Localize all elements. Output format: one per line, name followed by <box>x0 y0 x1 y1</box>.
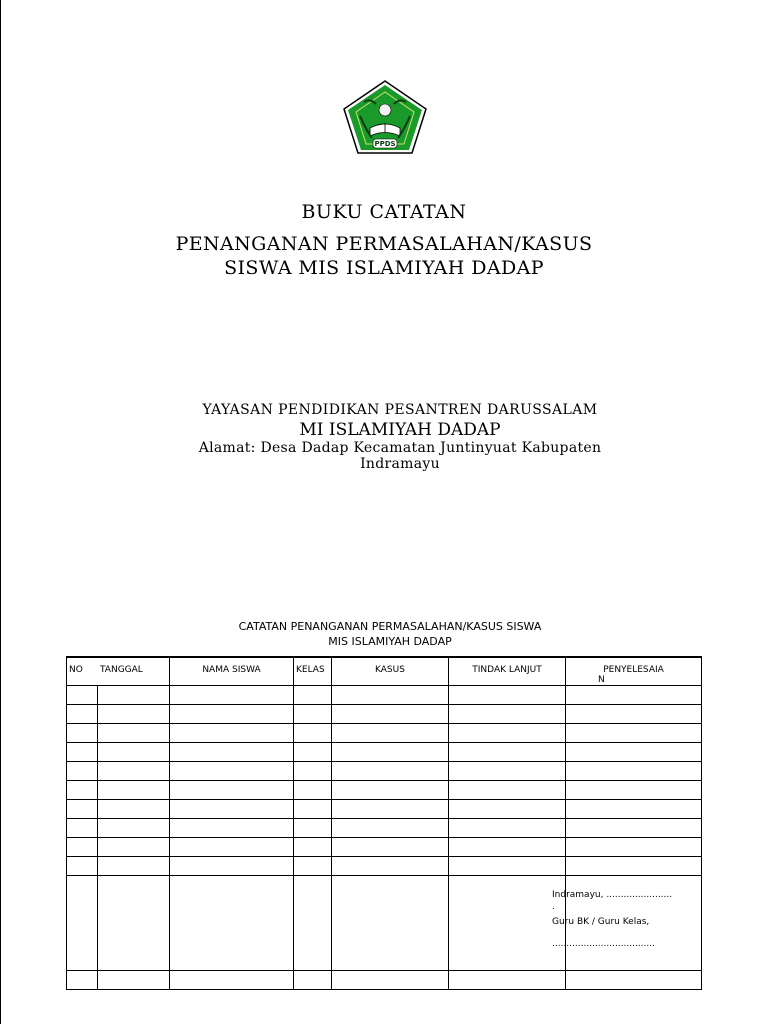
cell[interactable] <box>332 762 449 781</box>
cell[interactable] <box>566 819 702 838</box>
cell[interactable] <box>332 781 449 800</box>
cell[interactable] <box>449 933 566 952</box>
header-kasus: KASUS <box>332 657 449 686</box>
cell[interactable] <box>170 857 294 876</box>
cell[interactable] <box>170 724 294 743</box>
cell[interactable] <box>67 933 98 952</box>
address-line2: Indramayu <box>360 456 440 472</box>
cover-title: BUKU CATATAN <box>301 201 467 223</box>
cell[interactable] <box>566 952 702 971</box>
cell[interactable] <box>449 838 566 857</box>
cell[interactable] <box>449 743 566 762</box>
cell[interactable] <box>332 724 449 743</box>
table-row <box>67 857 702 876</box>
cell[interactable] <box>332 895 449 914</box>
cell[interactable] <box>294 819 332 838</box>
cell[interactable] <box>332 705 449 724</box>
signature-place-date-cont: . <box>552 902 555 912</box>
cover-subtitle-line1: PENANGANAN PERMASALAHAN/KASUS <box>175 233 593 255</box>
cell[interactable] <box>98 686 170 705</box>
cell[interactable] <box>294 857 332 876</box>
cell[interactable] <box>294 971 332 990</box>
table-row <box>67 838 702 857</box>
header-tanggal: TANGGAL <box>98 657 170 686</box>
cell[interactable] <box>67 705 98 724</box>
cell[interactable] <box>170 914 294 933</box>
cell[interactable] <box>294 724 332 743</box>
cell[interactable] <box>67 743 98 762</box>
cell[interactable] <box>67 819 98 838</box>
cell[interactable] <box>98 838 170 857</box>
cell[interactable] <box>566 705 702 724</box>
cell[interactable] <box>67 686 98 705</box>
cell[interactable] <box>294 762 332 781</box>
cover-subtitle-line2: SISWA MIS ISLAMIYAH DADAP <box>224 257 544 279</box>
cell[interactable] <box>566 857 702 876</box>
cell[interactable] <box>449 952 566 971</box>
cell[interactable] <box>98 781 170 800</box>
cell[interactable] <box>67 914 98 933</box>
cell[interactable] <box>98 724 170 743</box>
cell[interactable] <box>294 686 332 705</box>
cell[interactable] <box>566 743 702 762</box>
header-kelas: KELAS <box>294 657 332 686</box>
header-penyelesaian <box>566 657 702 686</box>
cell[interactable] <box>332 686 449 705</box>
cell[interactable] <box>449 819 566 838</box>
cell[interactable] <box>67 971 98 990</box>
cell[interactable] <box>449 686 566 705</box>
cell[interactable] <box>332 743 449 762</box>
cell[interactable] <box>294 705 332 724</box>
cell[interactable] <box>170 762 294 781</box>
school-logo-emblem <box>340 78 430 156</box>
table-row <box>67 819 702 838</box>
table-row <box>67 743 702 762</box>
cell[interactable] <box>170 952 294 971</box>
cell[interactable] <box>67 952 98 971</box>
address-line1: Alamat: Desa Dadap Kecamatan Juntinyuat Kabupaten <box>198 440 602 456</box>
signature-name-line: .................................... <box>552 939 655 949</box>
cell[interactable] <box>332 933 449 952</box>
cell[interactable] <box>98 933 170 952</box>
table-caption-line1: CATATAN PENANGANAN PERMASALAHAN/KASUS SISWA <box>238 620 542 633</box>
table-row <box>67 686 702 705</box>
page-border <box>0 0 1 1024</box>
header-nama-siswa: NAMA SISWA <box>170 657 294 686</box>
logo-text: PPDS <box>374 140 396 148</box>
cell[interactable] <box>67 876 98 895</box>
cell[interactable] <box>566 838 702 857</box>
cell[interactable] <box>332 819 449 838</box>
cell[interactable] <box>170 705 294 724</box>
cell[interactable] <box>170 743 294 762</box>
cell[interactable] <box>98 914 170 933</box>
cell[interactable] <box>566 971 702 990</box>
cell[interactable] <box>566 686 702 705</box>
cell[interactable] <box>170 838 294 857</box>
cell[interactable] <box>98 895 170 914</box>
cell[interactable] <box>67 781 98 800</box>
header-no: NO <box>67 657 98 686</box>
cell[interactable] <box>170 781 294 800</box>
cell[interactable] <box>67 762 98 781</box>
cell[interactable] <box>449 914 566 933</box>
cell[interactable] <box>67 724 98 743</box>
cell[interactable] <box>566 781 702 800</box>
cell[interactable] <box>294 933 332 952</box>
cell[interactable] <box>449 781 566 800</box>
table-row <box>67 800 702 819</box>
cell[interactable] <box>170 800 294 819</box>
cell[interactable] <box>170 895 294 914</box>
cell[interactable] <box>170 819 294 838</box>
cell[interactable] <box>67 895 98 914</box>
cell[interactable] <box>332 857 449 876</box>
cell[interactable] <box>98 952 170 971</box>
table-row <box>67 724 702 743</box>
cell[interactable] <box>67 857 98 876</box>
table-caption-line2: MIS ISLAMIYAH DADAP <box>328 635 452 648</box>
cell[interactable] <box>98 876 170 895</box>
cell[interactable] <box>98 819 170 838</box>
cell[interactable] <box>332 952 449 971</box>
cell[interactable] <box>449 724 566 743</box>
school-address <box>16 440 768 472</box>
cell[interactable] <box>449 857 566 876</box>
cell[interactable] <box>294 838 332 857</box>
signature-place-date: Indramayu, ....................... <box>552 890 673 900</box>
cell[interactable] <box>98 857 170 876</box>
cell[interactable] <box>98 800 170 819</box>
cell[interactable] <box>98 971 170 990</box>
cell[interactable] <box>566 724 702 743</box>
cell[interactable] <box>98 705 170 724</box>
cell[interactable] <box>294 800 332 819</box>
header-penyelesaian-line2: N <box>598 675 605 685</box>
table-caption <box>6 619 768 649</box>
cell[interactable] <box>67 838 98 857</box>
table-row <box>67 762 702 781</box>
cell[interactable] <box>332 914 449 933</box>
table-header-row <box>67 657 702 686</box>
cell[interactable] <box>449 705 566 724</box>
foundation-name: YAYASAN PENDIDIKAN PESANTREN DARUSSALAM <box>202 402 598 418</box>
header-tindak-lanjut: TINDAK LANJUT <box>449 657 566 686</box>
header-penyelesaian-line1: PENYELESAIA <box>603 665 664 675</box>
cell[interactable] <box>332 876 449 895</box>
cell[interactable] <box>294 895 332 914</box>
cell[interactable] <box>294 952 332 971</box>
cell[interactable] <box>294 781 332 800</box>
cell[interactable] <box>67 800 98 819</box>
table-row <box>67 705 702 724</box>
cell[interactable] <box>332 838 449 857</box>
cell[interactable] <box>449 895 566 914</box>
cell[interactable] <box>332 800 449 819</box>
cell[interactable] <box>294 743 332 762</box>
cell[interactable] <box>449 876 566 895</box>
cell[interactable] <box>98 743 170 762</box>
cell[interactable] <box>98 762 170 781</box>
table-row <box>67 971 702 990</box>
cell[interactable] <box>170 876 294 895</box>
cell[interactable] <box>566 800 702 819</box>
table-row <box>67 781 702 800</box>
cell[interactable] <box>170 686 294 705</box>
cover-subtitle <box>0 232 768 280</box>
cell[interactable] <box>332 971 449 990</box>
cell[interactable] <box>294 914 332 933</box>
signature-role: Guru BK / Guru Kelas, <box>552 917 650 927</box>
cell[interactable] <box>170 933 294 952</box>
school-name: MI ISLAMIYAH DADAP <box>299 420 501 440</box>
table-row <box>67 952 702 971</box>
cell[interactable] <box>170 971 294 990</box>
cell[interactable] <box>294 876 332 895</box>
cell[interactable] <box>449 971 566 990</box>
cell[interactable] <box>566 762 702 781</box>
cell[interactable] <box>449 800 566 819</box>
cell[interactable] <box>449 762 566 781</box>
